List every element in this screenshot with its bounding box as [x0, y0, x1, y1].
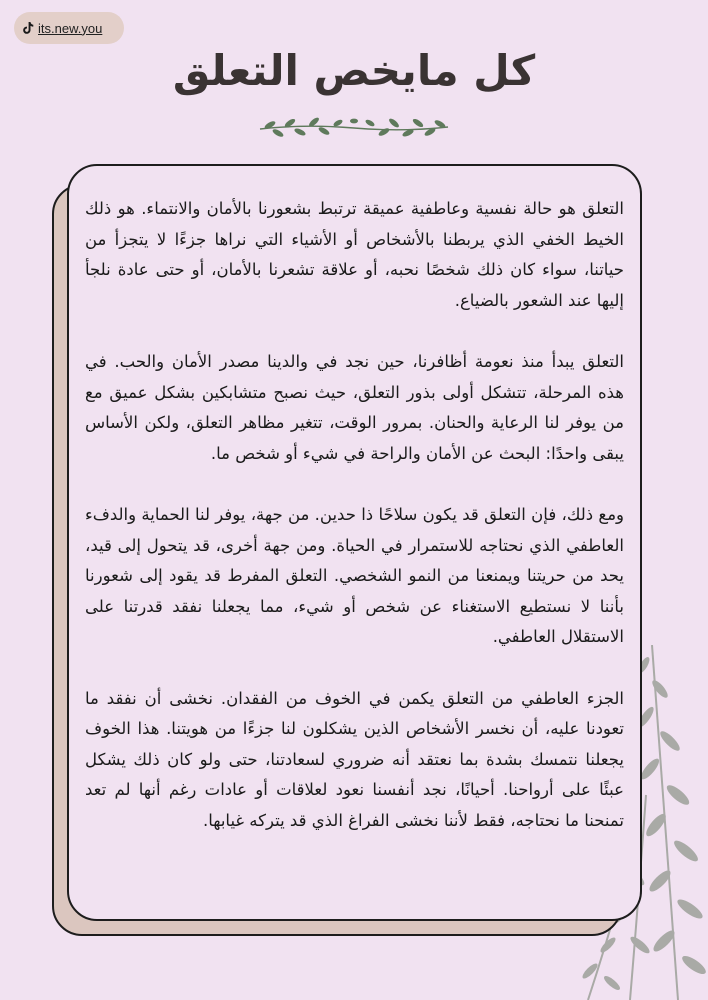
paragraph-fear-of-loss: الجزء العاطفي من التعلق يكمن في الخوف من الفقدان. نخشى أن نفقد ما تعودنا عليه، أن نخسر الأشخاص الذين يشكلون لنا جزءًا من هويتنا. هذا الخوف يجعلنا نتمسك بشدة بما نعتقد أنه ضروري لسعادتنا، حتى ولو كان ذلك يشكل عبئًا على أرواحنا. أحيانًا، نجد أنفسنا نعود لعلاقات أو عادات رغم أنها لم تعد تمنحنا ما نحتاجه، فقط لأننا نخشى الفراغ الذي قد يتركه غيابها. — [85, 688, 624, 830]
handle-text[interactable]: its.new.you — [38, 20, 103, 36]
paragraph-origins: التعلق يبدأ منذ نعومة أظافرنا، حين نجد في والدينا مصدر الأمان والحب. في هذه المرحلة، تتشكل أولى بذور التعلق، حيث نصبح متشابكين بشكل عميق مع من يوفر لنا الرعاية والحنان. بمرور الوقت، تتغير مظاهر التعلق، ولكن الأساس يبقى واحدًا: البحث عن الأمان والراحة في شيء أو شخص ما. — [85, 352, 624, 463]
leaf-vine-icon — [256, 112, 452, 144]
page-title: كل مايخص التعلق — [172, 46, 536, 95]
content-card — [67, 164, 642, 921]
social-handle-badge[interactable] — [14, 12, 124, 44]
tiktok-icon — [21, 21, 35, 35]
paragraph-double-edged: ومع ذلك، فإن التعلق قد يكون سلاحًا ذا حدين. من جهة، يوفر لنا الحماية والدفء العاطفي الذي نحتاجه للاستمرار في الحياة. ومن جهة أخرى، قد يتحول إلى قيد، يحد من حريتنا ويمنعنا من النمو الشخصي. التعلق المفرط قد يقود إلى شعورنا بأننا لا نستطيع الاستغناء عن شخص أو شيء، مما يجعلنا نفقد قدرتنا على الاستقلال العاطفي. — [85, 505, 624, 646]
paragraph-definition: التعلق هو حالة نفسية وعاطفية عميقة ترتبط بشعورنا بالأمان والانتماء. هو ذلك الخيط الخفي الذي يربطنا بالأشخاص أو الأشياء التي نراها جزءًا لا يتجزأ من حياتنا، سواء كان ذلك شخصًا نحبه، أو علاقة تشعرنا بالأمان، أو حتى عادة نلجأ إليها عند الشعور بالضياع. — [85, 199, 624, 310]
